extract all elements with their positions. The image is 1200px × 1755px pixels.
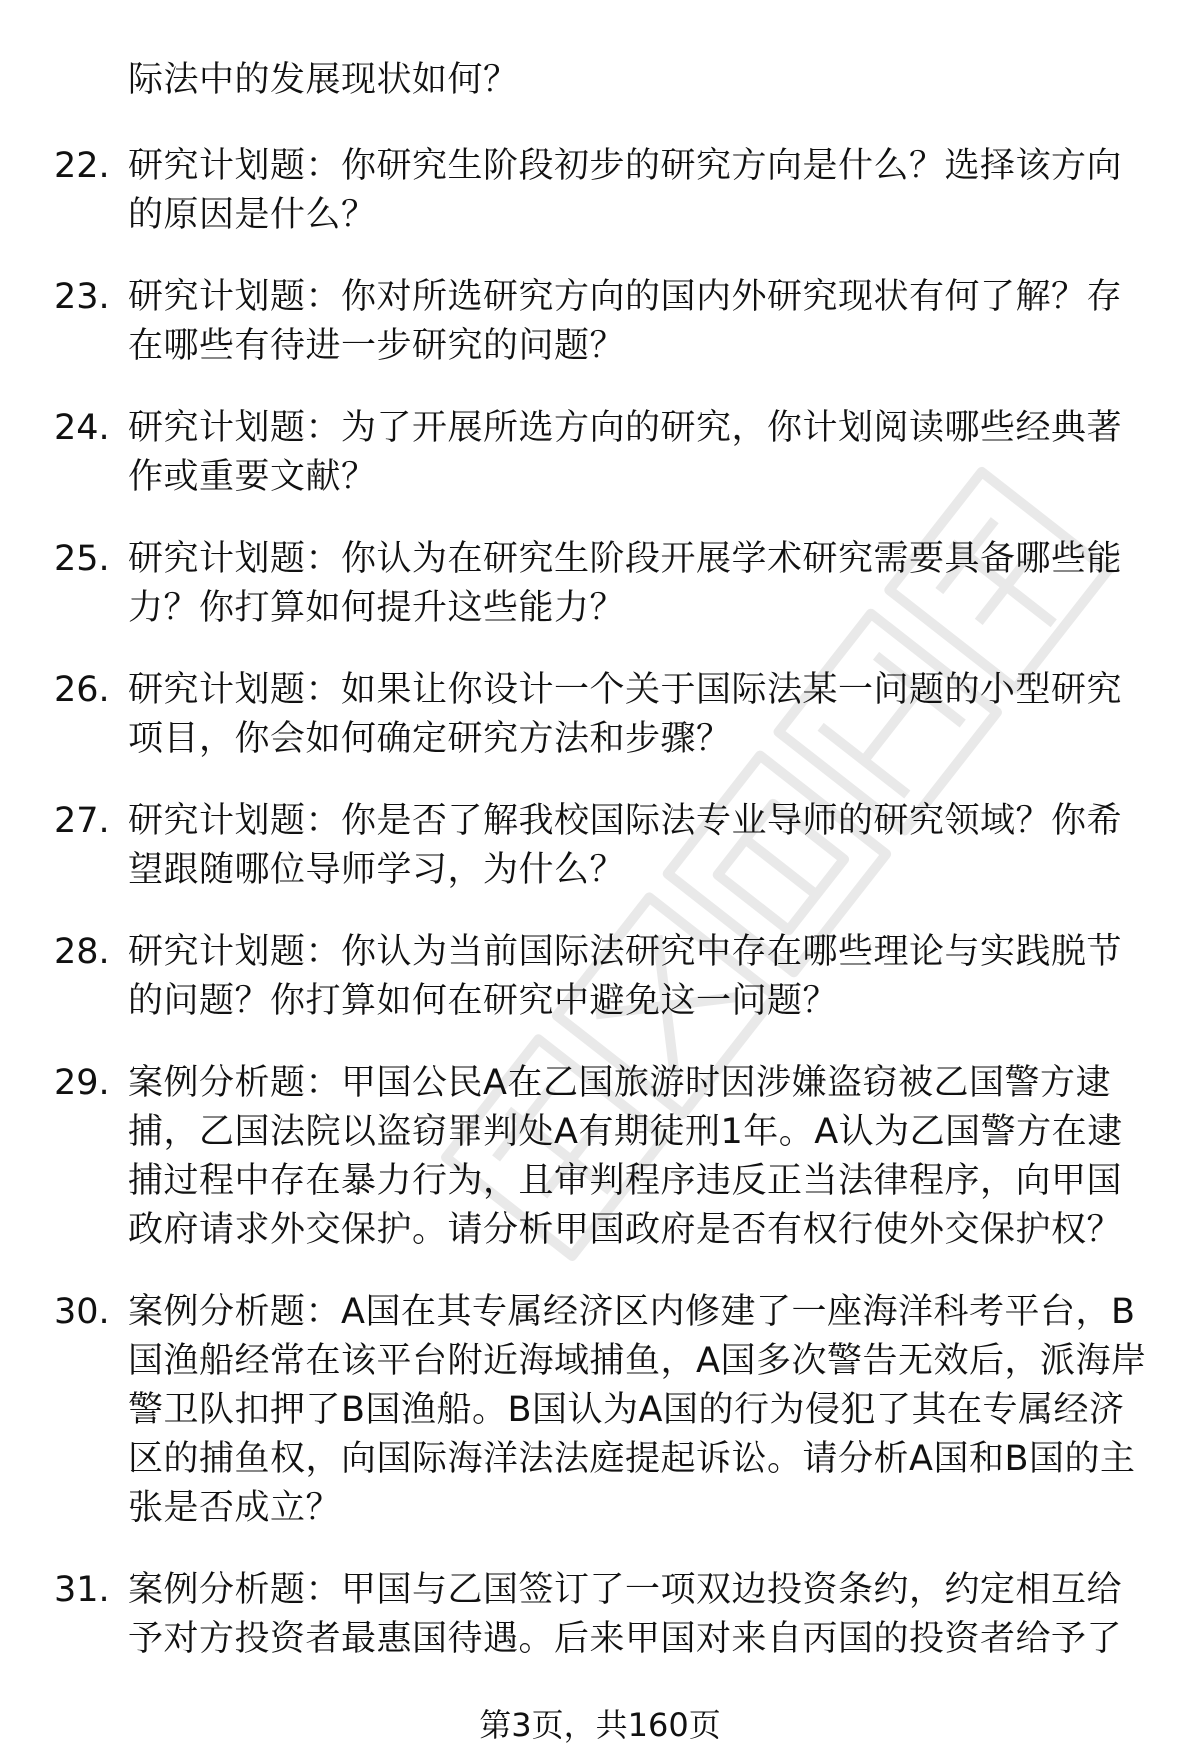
continuation-text: 际法中的发展现状如何？ bbox=[128, 60, 519, 100]
question-text: 研究计划题：为了开展所选方向的研究，你计划阅读哪些经典著作或重要文献？ bbox=[128, 408, 1123, 497]
question-text: 研究计划题：你是否了解我校国际法专业导师的研究领域？你希望跟随哪位导师学习，为什么？ bbox=[128, 801, 1123, 890]
list-item bbox=[0, 1566, 1200, 1664]
question-text: 研究计划题：你对所选研究方向的国内外研究现状有何了解？存在哪些有待进一步研究的问题？ bbox=[128, 277, 1123, 366]
question-number: 26. bbox=[54, 670, 110, 710]
list-item bbox=[0, 928, 1200, 1026]
question-number: 27. bbox=[54, 801, 110, 841]
list-item bbox=[0, 273, 1200, 371]
list-item bbox=[0, 142, 1200, 240]
question-text: 案例分析题：甲国公民A在乙国旅游时因涉嫌盗窃被乙国警方逮捕，乙国法院以盗窃罪判处A有期徒刑1年。A认为乙国警方在逮捕过程中存在暴力行为，且审判程序违反正当法律程序，向甲国政府请求外交保护。请分析甲国政府是否有权行使外交保护权？ bbox=[128, 1063, 1123, 1250]
question-number: 22. bbox=[54, 146, 110, 186]
page-footer: 第3页，共160页 bbox=[479, 1706, 721, 1744]
list-item bbox=[0, 797, 1200, 895]
list-item bbox=[0, 535, 1200, 633]
question-number: 24. bbox=[54, 408, 110, 448]
question-text: 研究计划题：你研究生阶段初步的研究方向是什么？选择该方向的原因是什么？ bbox=[128, 146, 1123, 235]
list-item bbox=[0, 1059, 1200, 1255]
question-number: 28. bbox=[54, 932, 110, 972]
question-number: 29. bbox=[54, 1063, 110, 1103]
question-text: 案例分析题：甲国与乙国签订了一项双边投资条约，约定相互给予对方投资者最惠国待遇。后来甲国对来自丙国的投资者给予了 bbox=[128, 1570, 1123, 1659]
question-text: 研究计划题：你认为当前国际法研究中存在哪些理论与实践脱节的问题？你打算如何在研究中避免这一问题？ bbox=[128, 932, 1123, 1021]
list-item bbox=[0, 666, 1200, 764]
question-number: 30. bbox=[54, 1292, 110, 1332]
question-list bbox=[0, 142, 1200, 1697]
question-text: 案例分析题：A国在其专属经济区内修建了一座海洋科考平台，B国渔船经常在该平台附近海域捕鱼，A国多次警告无效后，派海岸警卫队扣押了B国渔船。B国认为A国的行为侵犯了其在专属经济区的捕鱼权，向国际海洋法法庭提起诉讼。请分析A国和B国的主张是否成立？ bbox=[128, 1292, 1147, 1528]
question-number: 31. bbox=[54, 1570, 110, 1610]
list-item bbox=[0, 404, 1200, 502]
question-number: 23. bbox=[54, 277, 110, 317]
question-text: 研究计划题：如果让你设计一个关于国际法某一问题的小型研究项目，你会如何确定研究方法和步骤？ bbox=[128, 670, 1123, 759]
question-text: 研究计划题：你认为在研究生阶段开展学术研究需要具备哪些能力？你打算如何提升这些能力？ bbox=[128, 539, 1123, 628]
question-number: 25. bbox=[54, 539, 110, 579]
list-item bbox=[0, 1288, 1200, 1533]
